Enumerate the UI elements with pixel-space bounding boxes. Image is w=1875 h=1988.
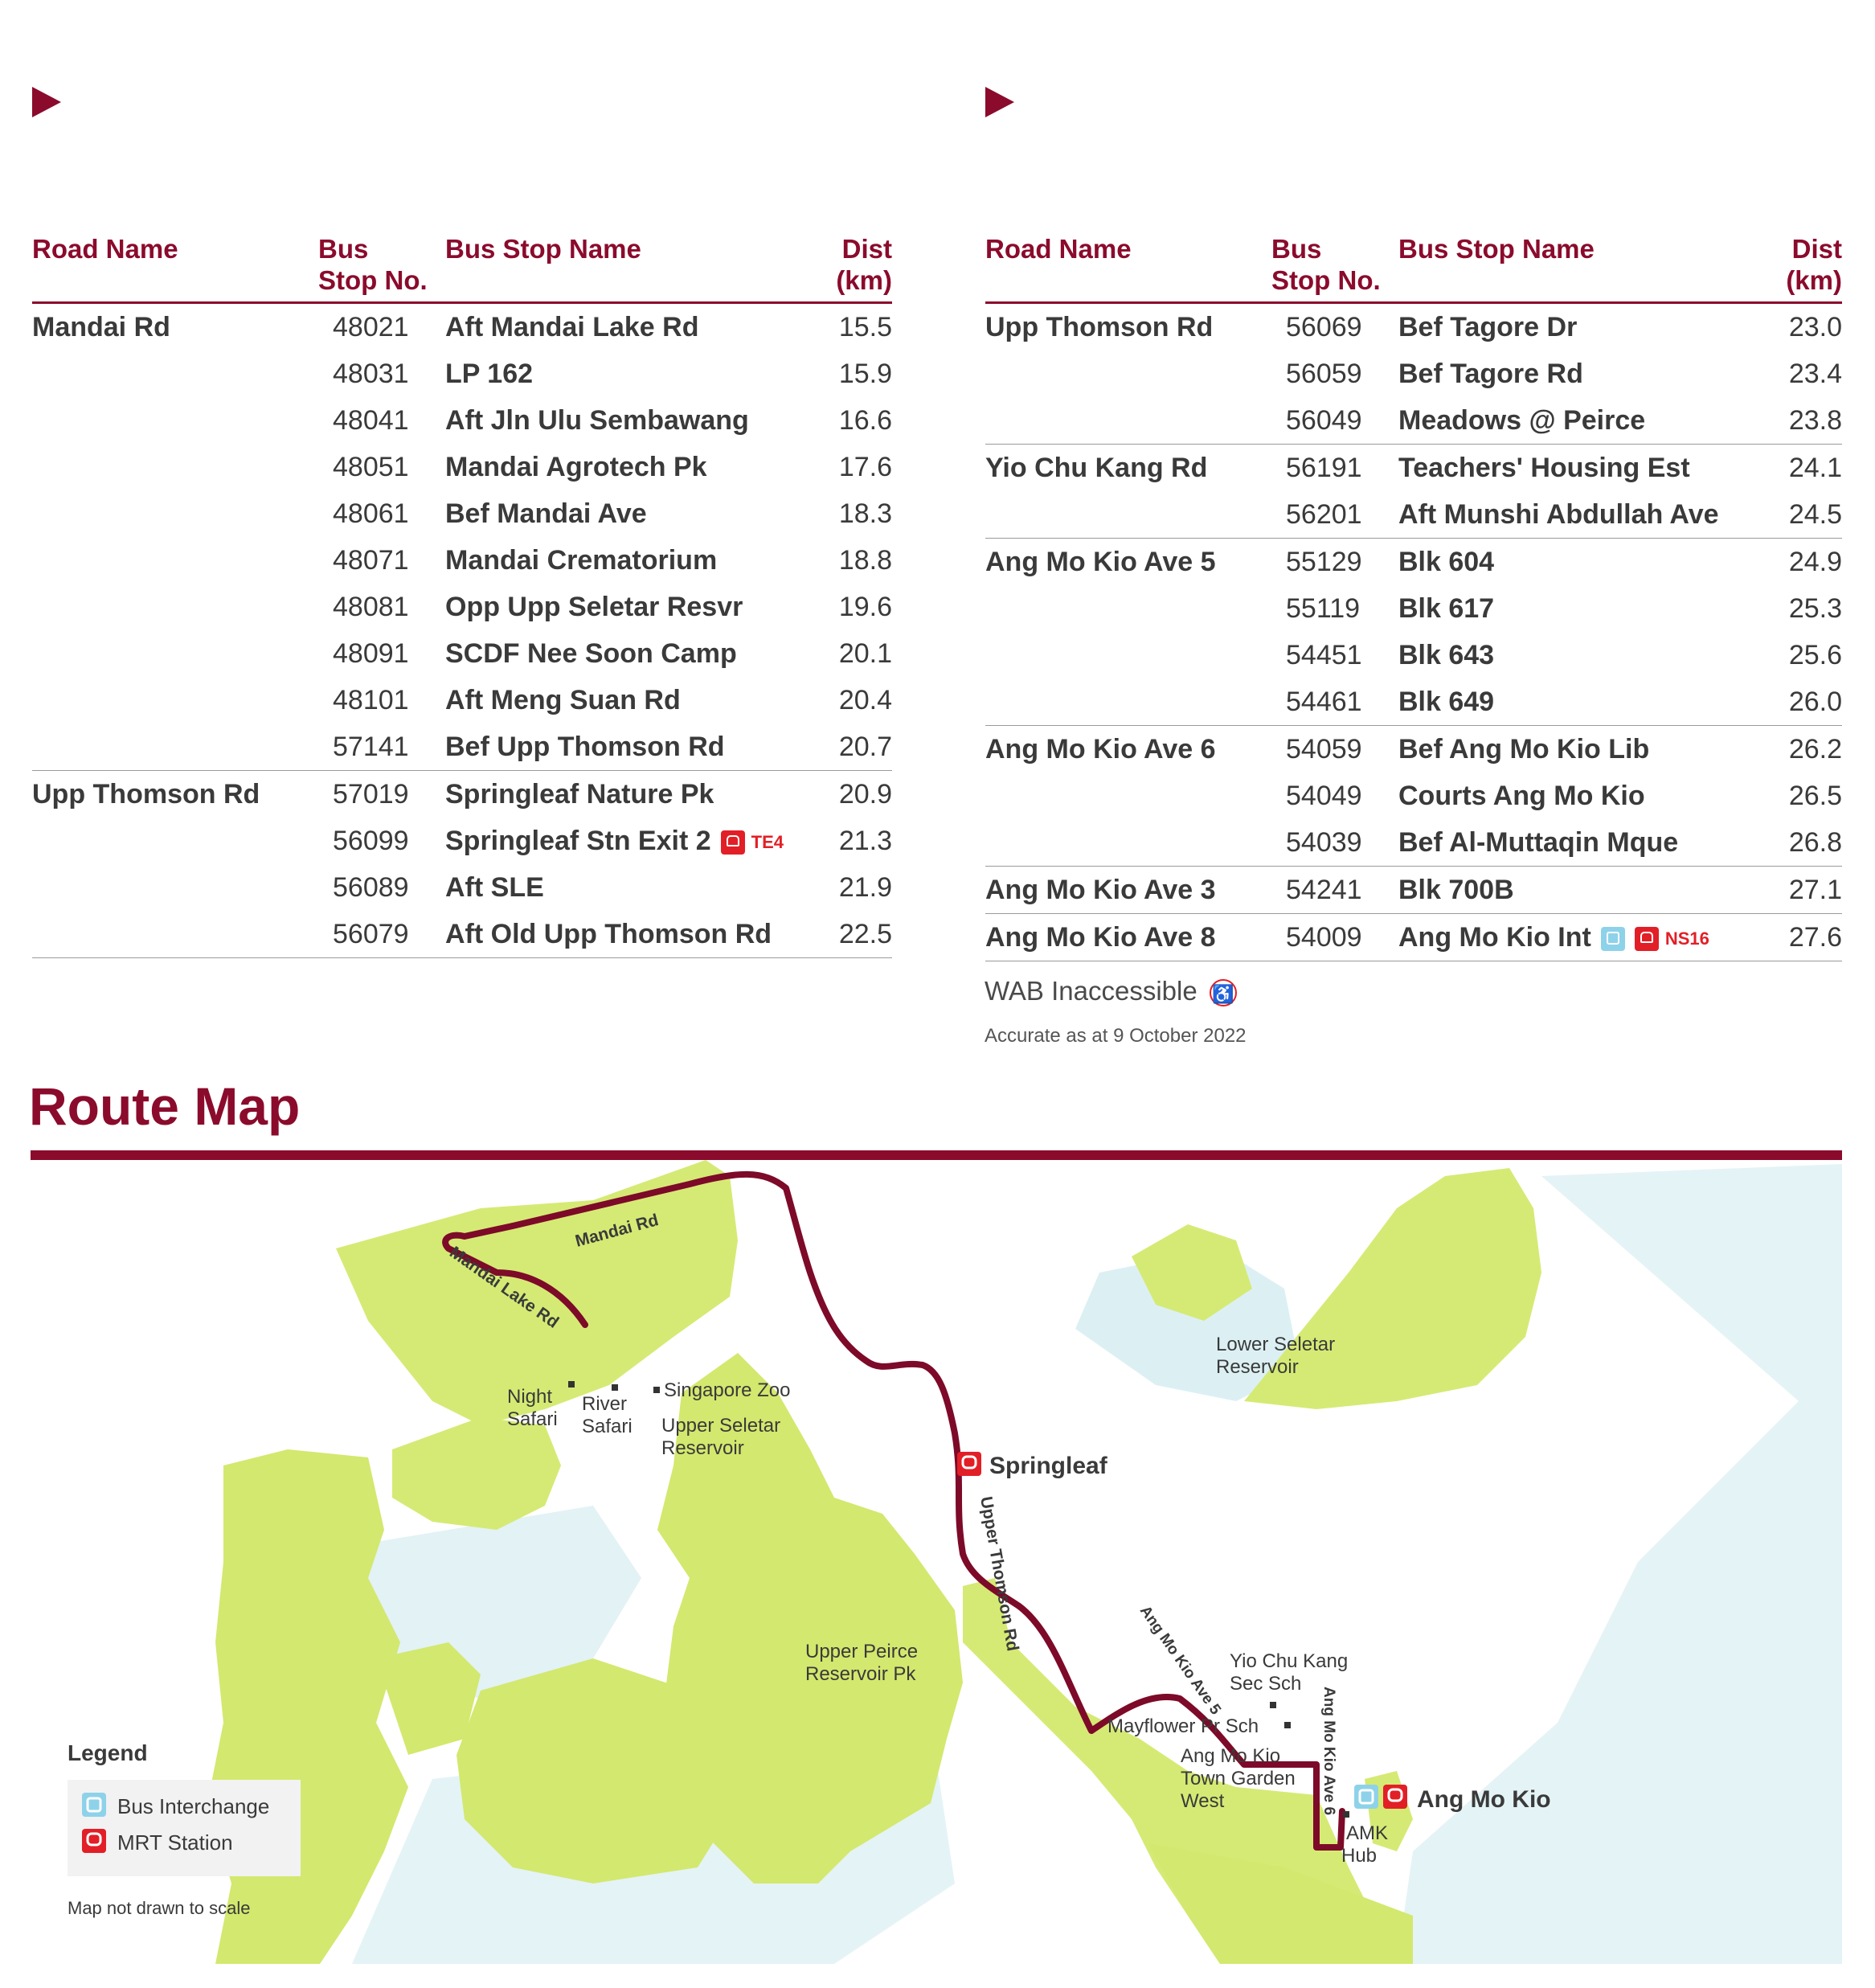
bus-stop-name: Teachers' Housing Est — [1398, 453, 1690, 483]
bus-stop-number: 54451 — [1286, 640, 1362, 670]
bus-stop-number: 54059 — [1286, 734, 1362, 764]
bus-stop-name: Blk 617 — [1398, 593, 1495, 624]
bus-stop-name: Blk 700B — [1398, 875, 1514, 905]
table-row — [32, 630, 892, 677]
bus-stop-number: 48031 — [333, 359, 409, 389]
header-bus-stop-no: Bus Stop No. — [318, 234, 428, 295]
bus-stop-name: Springleaf Stn Exit 2 — [445, 826, 711, 856]
distance-km: 24.9 — [1788, 547, 1842, 577]
legend-note: Map not drawn to scale — [68, 1898, 251, 1918]
distance-km: 16.6 — [838, 405, 892, 436]
bus-stop-name: Aft Meng Suan Rd — [445, 685, 681, 715]
bus-stop-name-cell — [1398, 914, 1709, 962]
bus-stop-name-cell — [445, 304, 698, 350]
bus-stop-name-cell — [1398, 350, 1583, 397]
table-row — [985, 304, 1842, 350]
bus-stop-name-cell — [1398, 397, 1645, 444]
bus-stop-name-cell — [1398, 445, 1690, 491]
bus-stop-name-cell — [1398, 819, 1678, 866]
section-marker-left — [32, 87, 61, 117]
distance-km: 18.8 — [838, 545, 892, 576]
distance-km: 20.4 — [838, 685, 892, 715]
label-singapore-zoo: Singapore Zoo — [664, 1379, 791, 1401]
road-name: Ang Mo Kio Ave 3 — [985, 875, 1216, 905]
bus-stop-name-cell — [445, 630, 737, 677]
wab-note — [985, 976, 1237, 1006]
distance-km: 26.8 — [1788, 827, 1842, 858]
table-row — [985, 725, 1842, 773]
header-dist: Dist (km) — [1786, 234, 1842, 295]
label-lower-seletar-1: Lower Seletar — [1216, 1334, 1336, 1355]
bus-stop-name: Bef Mandai Ave — [445, 498, 647, 529]
distance-km: 20.7 — [838, 732, 892, 762]
bus-stop-name: Aft Jln Ulu Sembawang — [445, 405, 749, 436]
table-row — [985, 491, 1842, 538]
bus-stop-name-cell — [445, 537, 717, 584]
distance-km: 20.9 — [838, 779, 892, 810]
bus-stop-name-cell — [445, 771, 714, 818]
road-name: Ang Mo Kio Ave 5 — [985, 547, 1216, 577]
bus-interchange-icon — [1601, 927, 1625, 951]
label-amk-hub-2: Hub — [1341, 1845, 1378, 1867]
bus-stop-number: 56191 — [1286, 453, 1362, 483]
bus-stop-name: Meadows @ Peirce — [1398, 405, 1646, 436]
bus-stop-name: LP 162 — [445, 359, 534, 389]
label-upper-thomson-rd: Upper Thomson Rd — [976, 1494, 1022, 1653]
bus-stop-number: 48071 — [333, 545, 409, 576]
bus-stop-number: 48051 — [333, 452, 409, 482]
distance-km: 15.5 — [838, 312, 892, 342]
bus-stop-number: 55119 — [1286, 593, 1361, 624]
distance-km: 26.2 — [1788, 734, 1842, 764]
night-safari-marker — [568, 1381, 575, 1388]
table-row — [985, 819, 1842, 866]
distance-km: 18.3 — [838, 498, 892, 529]
bus-stop-name: SCDF Nee Soon Camp — [445, 638, 737, 669]
bus-stop-name-cell — [445, 864, 544, 911]
distance-km: 23.8 — [1788, 405, 1842, 436]
header-dist: Dist (km) — [836, 234, 892, 295]
label-upper-peirce-2: Reservoir Pk — [805, 1663, 916, 1685]
table-body — [32, 304, 892, 958]
label-upper-seletar-2: Reservoir — [661, 1437, 744, 1459]
bus-stop-number: 56099 — [333, 826, 409, 856]
bus-stop-name-cell — [1398, 491, 1719, 538]
bus-stop-number: 48041 — [333, 405, 409, 436]
bus-stop-name-cell — [1398, 539, 1494, 585]
label-night-safari-1: Night — [507, 1386, 553, 1408]
table-row — [985, 913, 1842, 961]
section-marker-right — [985, 87, 1014, 117]
label-night-safari-2: Safari — [507, 1408, 558, 1430]
table-row — [985, 350, 1842, 397]
header-bus-stop-name: Bus Stop Name — [445, 234, 641, 264]
distance-km: 21.3 — [838, 826, 892, 856]
route-map-title: Route Map — [29, 1076, 301, 1136]
road-name: Yio Chu Kang Rd — [985, 453, 1208, 483]
amk-hub-marker — [1343, 1811, 1349, 1818]
legend-mrt-station: MRT Station — [117, 1830, 233, 1855]
label-amk-tgw-1: Ang Mo Kio — [1181, 1745, 1281, 1767]
table-row — [32, 723, 892, 770]
bus-stop-name: Mandai Agrotech Pk — [445, 452, 707, 482]
bus-stop-number: 56089 — [333, 872, 409, 903]
bus-stop-name: Bef Ang Mo Kio Lib — [1398, 734, 1650, 764]
header-road-name: Road Name — [985, 234, 1132, 264]
label-river-safari-1: River — [582, 1393, 628, 1415]
bus-stop-number: 56201 — [1286, 499, 1362, 530]
bus-stop-name-cell — [445, 350, 533, 397]
table-row — [32, 537, 892, 584]
bus-stop-name-cell — [1398, 304, 1577, 350]
table-header — [985, 233, 1842, 304]
bus-stop-name: Bef Al-Muttaqin Mque — [1398, 827, 1679, 858]
table-row — [985, 444, 1842, 491]
distance-km: 25.3 — [1788, 593, 1842, 624]
distance-km: 26.0 — [1788, 687, 1842, 717]
table-header — [32, 233, 892, 304]
distance-km: 20.1 — [838, 638, 892, 669]
table-row — [985, 678, 1842, 725]
label-mandai-rd: Mandai Rd — [573, 1211, 661, 1251]
table-row — [32, 677, 892, 723]
label-amk-ave6: Ang Mo Kio Ave 6 — [1320, 1687, 1337, 1816]
bus-stop-name-cell — [445, 723, 725, 770]
table-row — [32, 770, 892, 818]
distance-km: 24.5 — [1788, 499, 1842, 530]
bus-stop-name-cell — [1398, 678, 1494, 725]
road-name: Ang Mo Kio Ave 6 — [985, 734, 1216, 764]
label-ang-mo-kio: Ang Mo Kio — [1417, 1786, 1551, 1813]
right-stop-table — [985, 233, 1842, 961]
table-row — [32, 818, 892, 864]
distance-km: 21.9 — [838, 872, 892, 903]
bus-stop-name-cell — [1398, 632, 1494, 678]
amk-mrt-icon — [1383, 1785, 1407, 1809]
label-amk-tgw-3: West — [1181, 1790, 1225, 1812]
bus-stop-number: 48021 — [333, 312, 409, 342]
mrt-station-icon — [1635, 927, 1659, 951]
header-bus-stop-no: Bus Stop No. — [1271, 234, 1381, 295]
wheelchair-crossed-icon: ♿ — [1210, 979, 1237, 1006]
bus-stop-name-cell — [1398, 585, 1494, 632]
bus-stop-number: 57141 — [333, 732, 409, 762]
label-upper-seletar-1: Upper Seletar — [661, 1415, 781, 1437]
label-mandai-lake-rd: Mandai Lake Rd — [446, 1243, 563, 1332]
bus-stop-number: 54009 — [1286, 922, 1362, 953]
bus-stop-number: 48061 — [333, 498, 409, 529]
bus-stop-name-cell — [1398, 773, 1645, 819]
amk-bus-interchange-icon — [1354, 1785, 1378, 1809]
legend-bus-interchange: Bus Interchange — [117, 1794, 270, 1818]
bus-stop-name: Blk 649 — [1398, 687, 1495, 717]
bus-stop-name-cell — [445, 444, 707, 490]
bus-stop-name-cell — [445, 677, 681, 723]
bus-stop-number: 48081 — [333, 592, 409, 622]
bus-stop-number: 56079 — [333, 919, 409, 949]
label-yck-sch-1: Yio Chu Kang — [1230, 1650, 1349, 1672]
label-amk-tgw-2: Town Garden — [1181, 1768, 1296, 1789]
zoo-marker — [653, 1387, 660, 1393]
mrt-line-code: TE4 — [751, 832, 784, 853]
bus-interchange-icon — [82, 1793, 106, 1817]
distance-km: 24.1 — [1788, 453, 1842, 483]
bus-stop-name: Blk 604 — [1398, 547, 1495, 577]
bus-stop-name: Aft SLE — [445, 872, 544, 903]
bus-stop-name-cell — [1398, 867, 1514, 913]
distance-km: 15.9 — [838, 359, 892, 389]
label-yck-sch-2: Sec Sch — [1230, 1673, 1302, 1695]
distance-km: 19.6 — [838, 592, 892, 622]
table-row — [985, 585, 1842, 632]
bus-stop-name: Blk 643 — [1398, 640, 1495, 670]
bus-stop-number: 54241 — [1286, 875, 1362, 905]
springleaf-mrt-icon — [957, 1452, 981, 1476]
road-name: Upp Thomson Rd — [985, 312, 1214, 342]
table-body — [985, 304, 1842, 961]
mrt-station-icon — [721, 830, 745, 855]
bus-stop-name: Bef Tagore Dr — [1398, 312, 1578, 342]
route-map-rule — [31, 1150, 1842, 1160]
route-map — [31, 1160, 1842, 1964]
table-row — [32, 444, 892, 490]
table-row — [32, 350, 892, 397]
table-row — [32, 397, 892, 444]
bus-stop-name-cell — [445, 397, 749, 444]
left-stop-table — [32, 233, 892, 958]
table-row — [985, 397, 1842, 444]
road-name: Ang Mo Kio Ave 8 — [985, 922, 1216, 953]
bus-stop-name-cell — [445, 584, 743, 630]
bus-stop-name: Aft Old Upp Thomson Rd — [445, 919, 772, 949]
table-row — [985, 632, 1842, 678]
bus-stop-number: 57019 — [333, 779, 409, 810]
table-row — [985, 866, 1842, 913]
table-row — [32, 911, 892, 957]
distance-km: 23.4 — [1788, 359, 1842, 389]
label-lower-seletar-2: Reservoir — [1216, 1356, 1299, 1378]
header-road-name: Road Name — [32, 234, 178, 264]
bus-stop-name-cell — [1398, 726, 1649, 773]
bus-stop-name: Springleaf Nature Pk — [445, 779, 714, 810]
label-upper-peirce-1: Upper Peirce — [805, 1641, 919, 1662]
bus-stop-name: Aft Munshi Abdullah Ave — [1398, 499, 1719, 530]
distance-km: 25.6 — [1788, 640, 1842, 670]
bus-stop-name: Courts Ang Mo Kio — [1398, 781, 1645, 811]
bus-stop-name: Bef Tagore Rd — [1398, 359, 1583, 389]
bus-stop-number: 54049 — [1286, 781, 1362, 811]
distance-km: 17.6 — [838, 452, 892, 482]
distance-km: 26.5 — [1788, 781, 1842, 811]
bus-stop-name: Mandai Crematorium — [445, 545, 718, 576]
bus-stop-number: 56059 — [1286, 359, 1362, 389]
table-row — [32, 304, 892, 350]
table-bottom-rule — [32, 957, 892, 958]
distance-km: 27.6 — [1788, 922, 1842, 953]
yck-sch-marker — [1270, 1702, 1276, 1708]
table-row — [985, 538, 1842, 585]
bus-stop-number: 54039 — [1286, 827, 1362, 858]
header-bus-stop-name: Bus Stop Name — [1398, 234, 1595, 264]
bus-stop-name-cell — [445, 490, 647, 537]
bus-stop-name-cell — [445, 911, 772, 957]
bus-stop-name: Aft Mandai Lake Rd — [445, 312, 699, 342]
bus-stop-number: 56069 — [1286, 312, 1362, 342]
bus-stop-number: 48091 — [333, 638, 409, 669]
bus-stop-name-cell — [445, 818, 784, 866]
mayflower-marker — [1284, 1722, 1291, 1728]
river-safari-marker — [612, 1384, 618, 1391]
bus-stop-name: Opp Upp Seletar Resvr — [445, 592, 743, 622]
bus-stop-number: 54461 — [1286, 687, 1362, 717]
distance-km: 27.1 — [1788, 875, 1842, 905]
bus-stop-number: 55129 — [1286, 547, 1362, 577]
road-name: Mandai Rd — [32, 312, 170, 342]
bus-stop-name: Ang Mo Kio Int — [1398, 922, 1591, 953]
label-springleaf: Springleaf — [989, 1453, 1107, 1479]
table-row — [32, 490, 892, 537]
table-row — [985, 773, 1842, 819]
table-row — [32, 584, 892, 630]
legend-title: Legend — [68, 1740, 148, 1765]
wab-text: WAB Inaccessible — [985, 976, 1197, 1006]
bus-stop-name: Bef Upp Thomson Rd — [445, 732, 725, 762]
bus-stop-number: 56049 — [1286, 405, 1362, 436]
label-river-safari-2: Safari — [582, 1416, 633, 1437]
mrt-line-code: NS16 — [1664, 928, 1709, 949]
label-mayflower: Mayflower Pr Sch — [1107, 1715, 1259, 1737]
label-amk-hub-1: AMK — [1346, 1822, 1389, 1844]
label-amk-ave5: Ang Mo Kio Ave 5 — [1136, 1602, 1224, 1719]
bus-stop-number: 48101 — [333, 685, 409, 715]
distance-km: 23.0 — [1788, 312, 1842, 342]
distance-km: 22.5 — [838, 919, 892, 949]
table-row — [32, 864, 892, 911]
road-name: Upp Thomson Rd — [32, 779, 260, 810]
accuracy-date: Accurate as at 9 October 2022 — [985, 1025, 1247, 1047]
